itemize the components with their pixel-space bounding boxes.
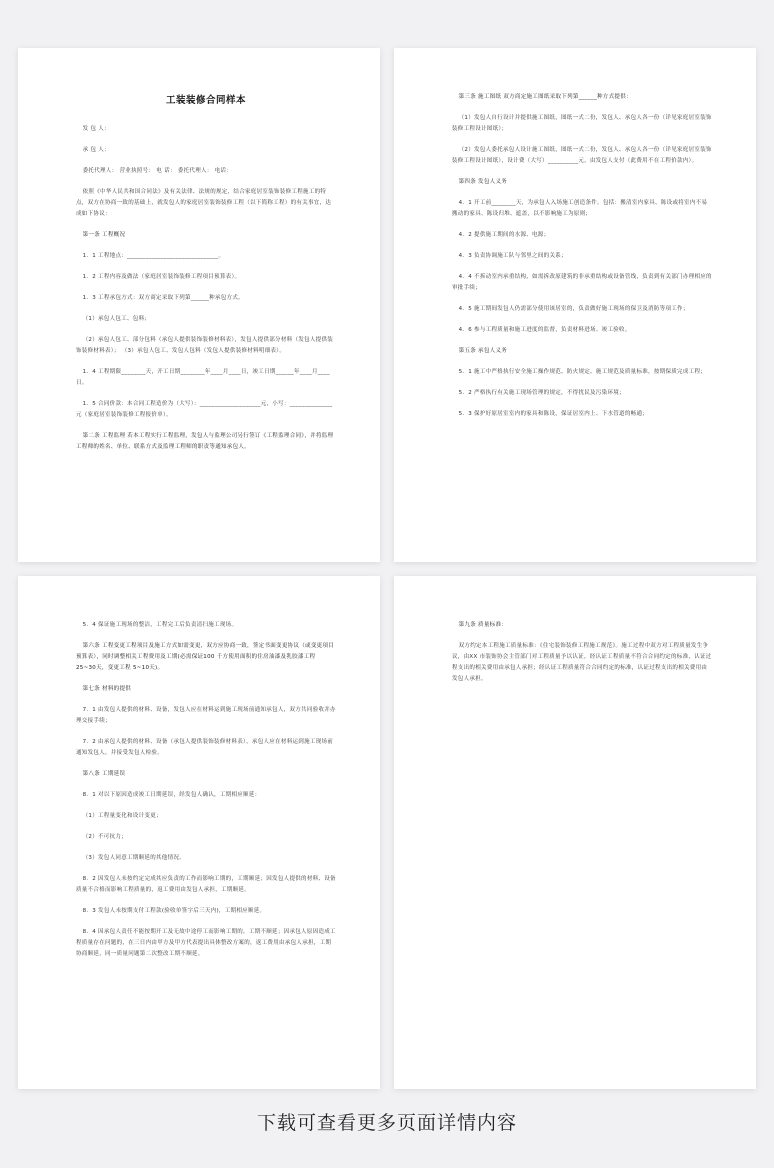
document-page-1 — [18, 48, 380, 562]
contract-paragraph: 1．3 工程承包方式：双方商定采取下列第______种承包方式。 — [82, 295, 244, 301]
contract-paragraph: （1）发包人自行设计并提供施工图纸，图纸一式二份，发包人、承包人各一份（详见家庭居室装饰装修工程设计图纸）； — [452, 115, 712, 132]
page-1-body — [76, 124, 336, 453]
contract-paragraph: 5．3 保护好原居室室内的家具和陈设，保证居室内上、下水管道的畅通； — [458, 411, 649, 417]
page-4-body — [452, 620, 712, 685]
contract-paragraph: 5．2 严格执行有关施工现场管理的规定，不得扰民及污染环境； — [458, 390, 625, 396]
contract-paragraph: 第一条 工程概况 — [82, 232, 126, 238]
contract-paragraph: （2）发包人委托承包人设计施工图纸，图纸一式二份，发包人、承包人各一份（详见家庭居室装饰装修工程设计图纸），设计费（大写）__________元，由发包人支付（此费用不在工程价款内）。 — [452, 147, 712, 164]
contract-paragraph: （1）工程量变化和设计变更； — [82, 813, 162, 819]
contract-paragraph: 依照《中华人民共和国合同法》及有关法律、法规的规定，结合家庭居室装饰装修工程施工的特点，双方在协商一致的基础上，就发包人的家庭居室装饰装修工程（以下简称工程）的有关事宜，达成如下协议： — [76, 189, 332, 217]
contract-paragraph: 第四条 发包人义务 — [458, 179, 508, 185]
contract-paragraph: 第五条 承包人义务 — [458, 348, 508, 354]
contract-paragraph: 7．2 由承包人提供的材料、设备（承包人提供装饰装修材料表），承包人应在材料运到施工现场前通知发包人，并接受发包人检验。 — [76, 739, 334, 756]
contract-paragraph: 第九条 质量标准： — [458, 622, 508, 628]
document-page-4 — [394, 576, 756, 1089]
contract-paragraph: 第八条 工期延误 — [82, 771, 126, 777]
contract-paragraph: 8．2 因发包人未按约定完成其应负责的工作而影响工期的，工期顺延；因发包人提供的材料、设备质量不合格而影响工程质量的，返工费用由发包人承担，工期顺延。 — [76, 876, 336, 893]
contract-paragraph: 4．6 参与工程质量和施工进度的监督，负责材料进场、竣工验收。 — [458, 327, 631, 333]
contract-paragraph: （2）不可抗力； — [82, 834, 127, 840]
contract-paragraph: 1．2 工程内容及做法（家庭居室装饰装修工程项目预算表）。 — [82, 274, 241, 280]
contract-paragraph: 4．1 开工前________天，为承包人入场施工创造条件。包括：搬清室内家具、陈设或将室内不易搬动的家具、陈设归堆、遮盖，以不影响施工为原则； — [452, 200, 708, 217]
contract-paragraph: 5．1 施工中严格执行安全施工操作规范、防火规定、施工规范及质量标准，按期保质完成工程； — [458, 369, 707, 375]
contract-paragraph: 承 包 人： — [82, 147, 110, 153]
contract-paragraph: 1．1 工程地点：______________________________。 — [82, 253, 225, 259]
document-page-2 — [394, 48, 756, 562]
download-more-caption[interactable]: 下载可查看更多页面详情内容 — [256, 1112, 517, 1134]
contract-paragraph: 4．4 不拆动室内承重结构，如需拆改原建筑的非承重结构或设备管线，负责到有关部门办理相应的审批手续； — [452, 274, 712, 291]
contract-paragraph: 第三条 施工图纸 双方商定施工图纸采取下列第______种方式提供： — [458, 94, 632, 100]
contract-paragraph: 双方约定本工程施工质量标准：《住宅装饰装修工程施工规范》。施工过程中双方对工程质量发生争议，由XX 市装饰协会主管部门对工程质量予以认证，经认证工程质量不符合合同约定的标准，认证过程支出的相关费用由承包人承担；经认证工程质量符合合同约定的标准，认证过程支出的相关费用由发包人承担。 — [452, 643, 712, 682]
contract-paragraph: 1．5 合同价款：本合同工程造价为（大写）：____________________元，小写：______________元（家庭居室装饰装修工程报价单）。 — [76, 401, 333, 418]
page-2-body — [452, 92, 712, 420]
contract-paragraph: （3）发包人同意工期顺延的其他情况。 — [82, 855, 185, 861]
contract-paragraph: （1）承包人包工、包料； — [82, 316, 151, 322]
contract-paragraph: 8．3 发包人未按期支付工程款(验收单签字后三天内)，工期相应顺延。 — [82, 908, 266, 914]
document-title: 工装装修合同样本 — [165, 95, 246, 106]
contract-paragraph: 发 包 人： — [82, 126, 110, 132]
document-page-3 — [18, 576, 380, 1089]
contract-paragraph: 4．2 提供施工期间的水源、电源； — [458, 232, 550, 238]
contract-paragraph: 5．4 保证施工现场的整洁，工程完工后负责清扫施工现场。 — [82, 622, 238, 628]
contract-paragraph: 7．1 由发包人提供的材料、设备，发包人应在材料运到施工现场前通知承包人，双方共同验收并办理交接手续； — [76, 707, 336, 724]
contract-paragraph: 8．1 对以下原因造成竣工日期延误，经发包人确认，工期相应顺延： — [82, 792, 261, 798]
contract-paragraph: 1．4 工程期限________天，开工日期________年____月____日，竣工日期______年____月____日。 — [76, 369, 330, 386]
page-3-body — [76, 620, 336, 960]
contract-paragraph: 第二条 工程监理 若本工程实行工程监理，发包人与监理公司另行签订《工程监理合同》，并将监理工程师的姓名、单位、联系方式及监理工程师的职责等通知承包人。 — [76, 433, 334, 450]
contract-paragraph: 8．4 因承包人责任不能按期开工及无故中途停工而影响工期的，工期不顺延；因承包人原因造成工程质量存在问题的，在三日内由甲方及甲方代表提出具体整改方案的，返工费用由承包人承担，工期协商顺延，同一质量问题第二次整改工期不顺延。 — [76, 929, 336, 957]
contract-paragraph: 第七条 材料的提供 — [82, 686, 132, 692]
contract-paragraph: 4．5 施工期间发包人仍需部分使用该居室的，负责做好施工现场的保卫及消防等项工作； — [458, 306, 689, 312]
contract-paragraph: （2）承包人包工、部分包料（承包人提供装饰装修材料表），发包人提供部分材料（发包人提供装饰装修材料表）； （3）承包人包工、发包人包料（发包人提供装修材料明细表）。 — [76, 337, 334, 354]
contract-paragraph: 第六条 工程变更工程项目及施工方式如需变更，双方应协商一致，签定书面变更协议（或变更项目预算表），同时调整相关工程费用及工期(必需保证100 千方使用面积的住房油漆及乳胶漆工程 25~30天，变更工程 5~10天)。 — [76, 643, 335, 671]
contract-paragraph: 4．3 负责协调施工队与邻里之间的关系； — [458, 253, 567, 259]
contract-paragraph: 委托代理人： 营业执照号： 电 话： 委托代理人： 电话： — [82, 168, 233, 174]
